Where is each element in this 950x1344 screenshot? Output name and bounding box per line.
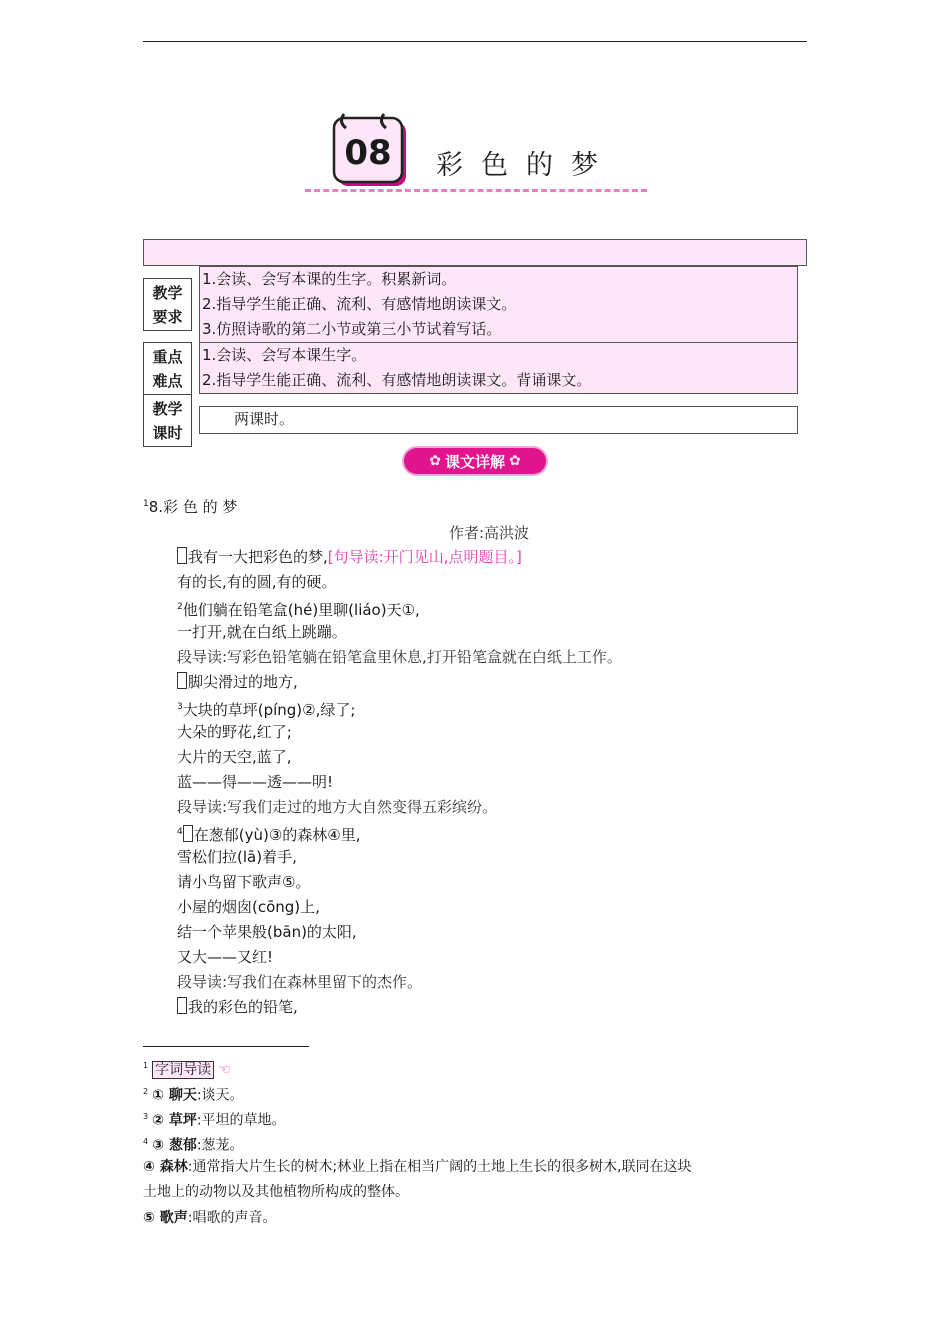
label-teaching-requirements: 教学 要求 [143,278,192,331]
poem-line: 我有一大把彩色的梦,[句导读:开门见山,点明题目。] [177,545,797,570]
footnote-4: $^4$ ③ 葱郁:葱茏。 [143,1137,244,1154]
footnote-3: $^3$ ② 草坪:平坦的草地。 [143,1112,286,1129]
paragraph-guide: 段导读:写彩色铅笔躺在铅笔盒里休息,打开铅笔盒就在白纸上工作。 [177,648,622,666]
requirement-1: 1.会读、会写本课的生字。积累新词。 [202,270,457,288]
pointing-hand-icon: ☜ [218,1061,231,1078]
author: 作者:高洪波 [449,524,530,542]
footnote-6: ⑤ 歌声:唱歌的声音。 [143,1210,277,1226]
vocab-guide-label: 字词导读 [152,1061,214,1079]
requirement-3: 3.仿照诗歌的第二小节或第三小节试着写话。 [202,320,502,338]
star-icon: ✿ [429,453,441,469]
class-hours-content [199,406,798,434]
poem-line: 脚尖滑过的地方, [177,670,797,695]
lesson-title: $^1$8.彩 色 的 梦 [143,498,238,516]
poem-line: 一打开,就在白纸上跳蹦。 [177,623,347,641]
poem-line: $^2$他们躺在铅笔盒(hé)里聊(liáo)天①, [177,601,420,619]
paragraph-guide: 段导读:写我们在森林里留下的杰作。 [177,973,423,991]
footnote-2: $^2$ ① 聊天:谈天。 [143,1087,244,1104]
poem-line: 我的彩色的铅笔, [177,995,797,1020]
paragraph-mark-icon [177,997,187,1014]
table-header-bar [143,239,807,266]
paragraph-mark-icon [177,547,187,564]
poem-line: 大片的天空,蓝了, [177,748,292,766]
key-point-1: 1.会读、会写本课生字。 [202,346,367,364]
poem-line: 结一个苹果般(bān)的太阳, [177,923,357,941]
poem-line: $^4$ 在葱郁(yù)③的森林④里, [177,826,361,844]
poem-line: 大朵的野花,红了; [177,723,292,741]
class-hours-text: 两课时。 [234,410,295,428]
paragraph-mark-icon [177,672,187,689]
poem-body [177,545,797,1020]
poem-line: 请小鸟留下歌声⑤。 [177,873,311,891]
requirement-2: 2.指导学生能正确、流利、有感情地朗读课文。 [202,295,517,313]
poem-line: 蓝——得——透——明! [177,773,334,791]
page-title: 彩色的梦 [436,150,616,181]
title-underline [305,189,647,192]
star-icon: ✿ [509,453,521,469]
label-key-points: 重点 难点 [143,342,192,395]
paragraph-mark-icon [183,825,193,842]
poem-line: 有的长,有的圆,有的硬。 [177,573,337,591]
label-class-hours: 教学 课时 [143,394,192,447]
key-point-2: 2.指导学生能正确、流利、有感情地朗读课文。背诵课文。 [202,371,592,389]
paragraph-guide: 段导读:写我们走过的地方大自然变得五彩缤纷。 [177,798,498,816]
section-banner [404,448,546,474]
footnote-1: $^1$ 字词导读 ☜ [143,1061,231,1078]
footnote-5: ④ 森林:通常指大片生长的树木;林业上指在相当广阔的土地上生长的很多树木,联同在这块 土地上的动物以及其他植物所构成的整体。 [143,1159,692,1200]
footnote-rule [143,1046,309,1047]
top-rule [143,41,807,42]
banner-label: 课文详解 [444,452,505,471]
teaching-requirements-content [199,266,798,343]
lesson-number: 08 [344,133,392,173]
lesson-number-badge [330,112,412,190]
poem-line: 又大——又红! [177,948,274,966]
poem-line: 小屋的烟囱(cōng)上, [177,898,320,916]
poem-line: $^3$大块的草坪(píng)②,绿了; [177,701,356,719]
key-points-content [199,342,798,394]
sentence-guide-note: [句导读:开门见山,点明题目。] [327,548,522,566]
poem-line: 雪松们拉(lā)着手, [177,848,297,866]
